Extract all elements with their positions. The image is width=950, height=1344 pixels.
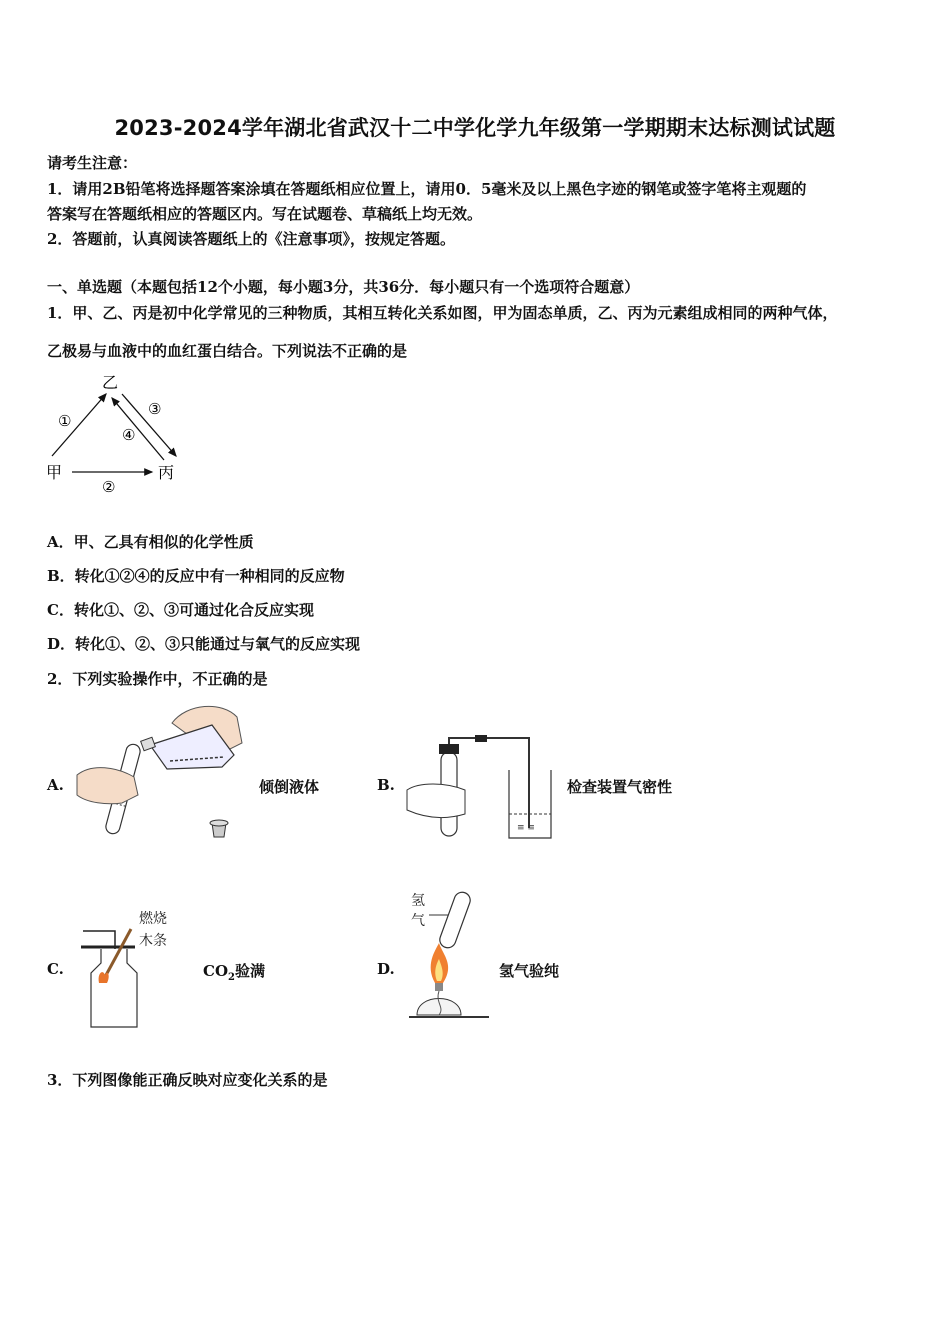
q2-option-c-letter: C. xyxy=(47,960,64,978)
hydrogen-purity-figure xyxy=(405,885,495,1025)
notice-heading: 请考生注意： xyxy=(47,154,138,172)
notice-item-1-cont: 答案写在答题纸相应的答题区内。写在试题卷、草稿纸上均无效。 xyxy=(47,205,483,223)
hydrogen-label-2: 气 xyxy=(411,913,425,929)
q2-option-b-caption: 检查装置气密性 xyxy=(567,778,673,796)
q1-option-b: B．转化①②④的反应中有一种相同的反应物 xyxy=(47,567,345,585)
q2-option-d-caption: 氢气验纯 xyxy=(499,962,560,980)
label-3: ③ xyxy=(148,400,162,418)
q2-option-d-letter: D. xyxy=(377,960,395,978)
q1-stem: 1．甲、乙、丙是初中化学常见的三种物质，其相互转化关系如图，甲为固态单质，乙、丙为元素组成相同的两种气体， xyxy=(47,304,838,322)
q2-option-c-caption: $CO_2$验满 xyxy=(203,962,265,983)
notice-item-1: 1．请用2B铅笔将选择题答案涂填在答题纸相应位置上，请用0．5毫米及以上黑色字迹的钢笔或签字笔将主观题的 xyxy=(47,180,807,198)
notice-item-2: 2．答题前，认真阅读答题纸上的《注意事项》，按规定答题。 xyxy=(47,230,455,248)
q2-option-a-caption: 倾倒液体 xyxy=(259,778,320,796)
q2-option-b-letter: B. xyxy=(377,776,395,794)
conversion-diagram xyxy=(40,368,190,498)
label-4: ④ xyxy=(122,426,136,444)
q3-stem: 3．下列图像能正确反映对应变化关系的是 xyxy=(47,1071,328,1089)
q1-stem-cont: 乙极易与血液中的血红蛋白结合。下列说法不正确的是 xyxy=(47,342,408,360)
node-bing: 丙 xyxy=(158,463,175,482)
node-jia: 甲 xyxy=(46,463,63,482)
co2-full-test-figure xyxy=(75,905,185,1030)
svg-text:≡ ≡: ≡ ≡ xyxy=(517,823,535,833)
q1-option-a: A．甲、乙具有相似的化学性质 xyxy=(47,533,254,551)
label-2: ② xyxy=(102,478,116,496)
hydrogen-label-1: 氢 xyxy=(411,893,425,909)
burning-label: 燃烧 xyxy=(139,911,167,927)
q1-option-c: C．转化①、②、③可通过化合反应实现 xyxy=(47,601,314,619)
section-heading: 一、单选题（本题包括12个小题，每小题3分，共36分．每小题只有一个选项符合题意） xyxy=(47,278,640,296)
q1-option-d: D．转化①、②、③只能通过与氧气的反应实现 xyxy=(47,635,361,653)
q2-option-a-letter: A. xyxy=(47,776,64,794)
splint-label: 木条 xyxy=(139,933,167,949)
pouring-liquid-figure xyxy=(72,695,247,845)
node-yi: 乙 xyxy=(102,373,119,392)
q2-stem: 2．下列实验操作中，不正确的是 xyxy=(47,670,268,688)
label-1: ① xyxy=(58,412,72,430)
airtightness-check-figure xyxy=(405,730,555,845)
document-title: 2023-2024学年湖北省武汉十二中学化学九年级第一学期期末达标测试试题 xyxy=(114,116,836,140)
